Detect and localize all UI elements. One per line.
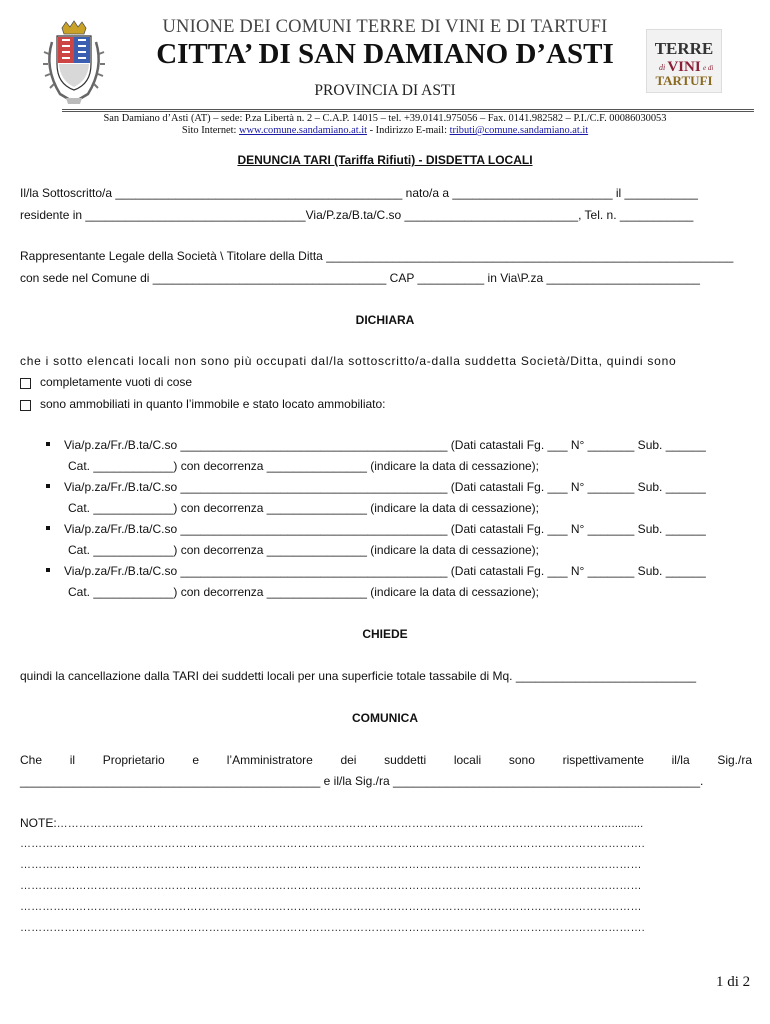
site-link[interactable]: www.comune.sandamiano.at.it	[239, 125, 368, 136]
comunica-line-2: _____________________________________________ e il/la Sig./ra ______________________________________________.	[20, 774, 704, 788]
locale-1-category: Cat. ____________) con decorrenza _______________ (indicare la data di cessazione);	[68, 459, 540, 473]
legal-rep-line: Rappresentante Legale della Società \ Titolare della Ditta _____________________________________________________________	[20, 249, 734, 263]
locale-4-address: Via/p.za/Fr./B.ta/C.so ________________________________________ (Dati catastali Fg. ___ N° _______ Sub. ______	[64, 564, 706, 578]
checkbox-furnished[interactable]	[20, 400, 31, 411]
chiede-heading: CHIEDE	[362, 627, 408, 641]
locale-2-category: Cat. ____________) con decorrenza _______________ (indicare la data di cessazione);	[68, 501, 540, 515]
site-label: Sito Internet:	[181, 125, 239, 136]
notes-line: ……………………………………………………………………………………………………………………………………………………	[20, 859, 642, 871]
header-rule-top	[62, 109, 754, 110]
notes-dots: ……………………………………………………………………………………………………………………………………..........	[56, 818, 644, 830]
bullet	[46, 442, 50, 446]
word: il/la	[671, 753, 690, 767]
locale-3-category: Cat. ____________) con decorrenza _______________ (indicare la data di cessazione);	[68, 543, 540, 557]
word: dei	[340, 753, 357, 767]
svg-text:VINI: VINI	[667, 59, 701, 75]
comunica-heading: COMUNICA	[352, 711, 418, 725]
bullet	[46, 568, 50, 572]
residence-line: residente in _________________________________Via/P.za/B.ta/C.so __________________________, Tel. n. ___________	[20, 208, 694, 222]
email-label: - Indirizzo E-mail:	[367, 125, 450, 136]
comunica-line-1	[20, 753, 752, 767]
notes-first-line	[20, 816, 752, 830]
option-empty-label: completamente vuoti di cose	[40, 375, 193, 389]
locale-3-address: Via/p.za/Fr./B.ta/C.so ________________________________________ (Dati catastali Fg. ___ N° _______ Sub. ______	[64, 522, 706, 536]
contacts-line	[0, 125, 770, 136]
svg-text:e di: e di	[703, 64, 714, 72]
svg-text:TARTUFI: TARTUFI	[655, 73, 713, 88]
union-name: UNIONE DEI COMUNI TERRE DI VINI E DI TARTUFI	[162, 17, 608, 37]
word: Proprietario	[102, 753, 165, 767]
bullet	[46, 484, 50, 488]
subscriber-line: Il/la Sottoscritto/a ___________________________________________ nato/a a ________________________ il ___________	[20, 186, 698, 200]
bullet	[46, 526, 50, 530]
company-seat-line: con sede nel Comune di ___________________________________ CAP __________ in Via\P.za _______________________	[20, 271, 700, 285]
word: sono	[508, 753, 535, 767]
notes-label: NOTE:	[20, 816, 57, 830]
locale-1-address: Via/p.za/Fr./B.ta/C.so ________________________________________ (Dati catastali Fg. ___ N° _______ Sub. ______	[64, 438, 706, 452]
word: il	[69, 753, 76, 767]
province-name: PROVINCIA DI ASTI	[314, 82, 456, 99]
word: rispettivamente	[562, 753, 644, 767]
notes-line: …………………………………………………………………………………………………………………………………………………….	[20, 838, 645, 850]
locale-2-address: Via/p.za/Fr./B.ta/C.so ________________________________________ (Dati catastali Fg. ___ N° _______ Sub. ______	[64, 480, 706, 494]
word: Che	[20, 753, 43, 767]
word: e	[192, 753, 200, 767]
word: locali	[453, 753, 482, 767]
word: suddetti	[384, 753, 427, 767]
notes-line: …………………………………………………………………………………………………………………………………………………….	[20, 922, 645, 934]
notes-line: ……………………………………………………………………………………………………………………………………………………	[20, 901, 642, 913]
page-number: 1 di 2	[716, 974, 751, 990]
locale-4-category: Cat. ____________) con decorrenza _______________ (indicare la data di cessazione);	[68, 585, 540, 599]
document-title: DENUNCIA TARI (Tariffa Rifiuti) - DISDETTA LOCALI	[237, 153, 533, 167]
word: l’Amministratore	[226, 753, 313, 767]
chiede-text: quindi la cancellazione dalla TARI dei suddetti locali per una superficie totale tassabile di Mq. ___________________________	[20, 669, 697, 683]
svg-text:TERRE: TERRE	[654, 39, 714, 58]
notes-line: ……………………………………………………………………………………………………………………………………………………	[20, 880, 642, 892]
option-furnished-label: sono ammobiliati in quanto l’immobile e stato locato ammobiliato:	[40, 397, 386, 411]
dichiara-intro: che i sotto elencati locali non sono più occupati dal/la sottoscritto/a-dalla suddetta Società/Ditta, quindi sono	[20, 354, 677, 368]
email-link[interactable]: tributi@comune.sandamiano.at.it	[449, 125, 589, 136]
checkbox-empty[interactable]	[20, 378, 31, 389]
word: Sig./ra	[717, 753, 752, 767]
svg-text:di: di	[659, 63, 666, 72]
address-line: San Damiano d’Asti (AT) – sede: P.za Libertà n. 2 – C.A.P. 14015 – tel. +39.0141.975056 – Fax. 0141.982582 – P.I./C.F. 00086030053	[103, 113, 667, 124]
header-rule-bottom	[62, 111, 754, 112]
city-title: CITTA’ DI SAN DAMIANO D’ASTI	[156, 38, 614, 70]
dichiara-heading: DICHIARA	[355, 313, 415, 327]
